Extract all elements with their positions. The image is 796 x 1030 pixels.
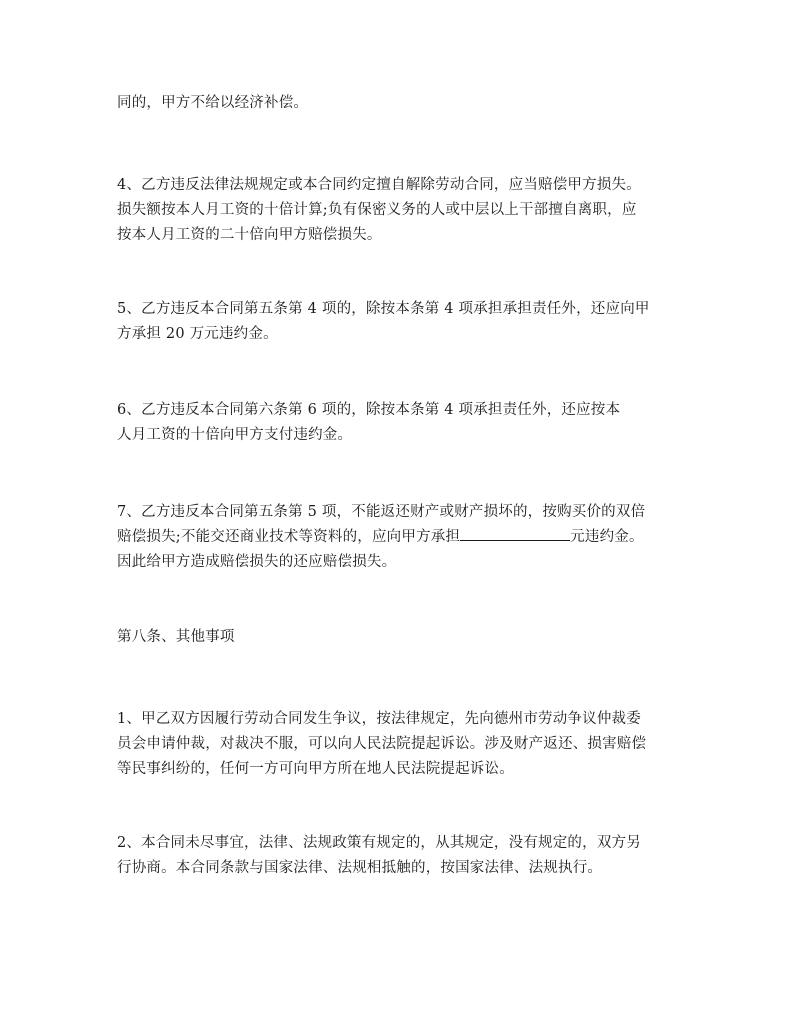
text-line: 因此给甲方造成赔偿损失的还应赔偿损失。 [117,554,397,570]
text-segment: 赔偿损失;不能交还商业技术等资料的，应向甲方承担 [117,529,461,545]
text-line: 方承担 20 万元违约金。 [117,326,278,342]
text-line: 按本人月工资的二十倍向甲方赔偿损失。 [117,227,382,243]
text-line: 2、本合同未尽事宜，法律、法规政策有规定的，从其规定，没有规定的，双方另 [117,835,641,851]
text-line: 等民事纠纷的，任何一方可向甲方所在地人民法院提起诉讼。 [117,761,514,777]
text-line: 7、乙方违反本合同第五条第 5 项，不能返还财产或财产损坏的，按购买价的双倍 [117,504,646,520]
paragraph-item-4 [117,173,682,248]
paragraph-article-8-item-1 [117,707,682,782]
text-line: 员会申请仲裁，对裁决不服，可以向人民法院提起诉讼。涉及财产返还、损害赔偿 [117,736,647,752]
text-line: 4、乙方违反法律法规规定或本合同约定擅自解除劳动合同，应当赔偿甲方损失。 [117,177,641,193]
text-line: 6、乙方违反本合同第六条第 6 项的，除按本条第 4 项承担责任外，还应按本 [117,402,621,418]
text-line: 行协商。本合同条款与国家法律、法规相抵触的，按国家法律、法规执行。 [117,860,603,876]
text-line: 第八条、其他事项 [117,629,235,645]
text-line: 损失额按本人月工资的十倍计算;负有保密义务的人或中层以上干部擅自离职，应 [117,202,637,218]
paragraph-item-6 [117,398,682,448]
text-line: 1、甲乙双方因履行劳动合同发生争议，按法律规定，先向德州市劳动争议仲裁委 [117,711,641,727]
paragraph-item-5 [117,297,682,347]
text-line-with-blank [117,525,682,550]
text-line: 5、乙方违反本合同第五条第 4 项的，除按本条第 4 项承担承担责任外，还应向甲 [117,301,650,317]
paragraph-article-8-item-2 [117,831,682,881]
fill-in-blank [460,526,570,541]
paragraph-item-7 [117,500,682,575]
text-line: 人月工资的十倍向甲方支付违约金。 [117,427,353,443]
text-line: 同的，甲方不给以经济补偿。 [117,95,309,111]
section-heading-article-8 [117,625,682,650]
text-segment: 元违约金。 [570,529,644,545]
paragraph-continuation [117,91,682,116]
